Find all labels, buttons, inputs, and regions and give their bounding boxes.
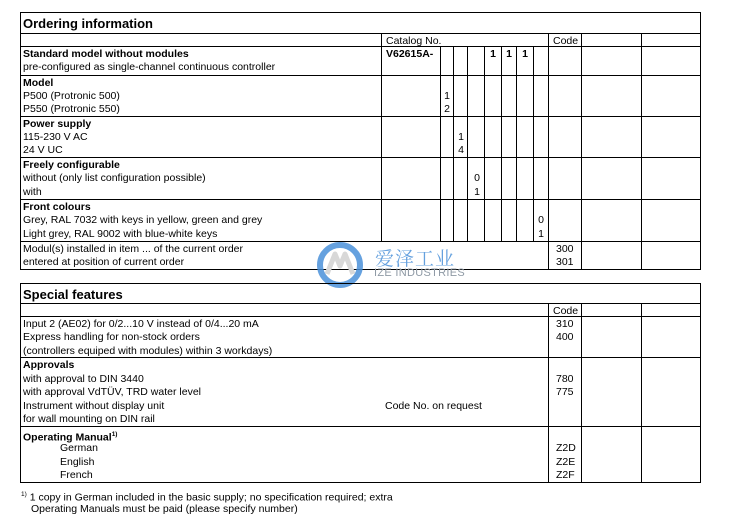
- free-value: 1: [474, 186, 480, 198]
- std-title: Standard model without modules: [23, 48, 189, 60]
- divider: [20, 33, 700, 34]
- divider: [20, 46, 700, 47]
- watermark-english: IZE INDUSTRIES: [374, 267, 465, 279]
- border: [20, 12, 21, 270]
- modul-code: 300: [556, 243, 574, 255]
- approval-din: with approval to DIN 3440: [23, 373, 144, 385]
- column-line: [440, 46, 441, 241]
- column-line: [581, 303, 582, 483]
- model-p550: P550 (Protronic 550): [23, 103, 120, 115]
- ordering-title: Ordering information: [23, 16, 153, 31]
- manual-title-text: Operating Manual: [23, 431, 112, 444]
- model-title: Model: [23, 77, 54, 89]
- column-line: [548, 303, 549, 483]
- lang-french: French: [60, 469, 93, 481]
- column-line: [381, 33, 382, 241]
- catalog-digit: 1: [522, 48, 528, 60]
- code-header: Code: [553, 35, 579, 47]
- divider: [20, 316, 700, 317]
- front-grey: Grey, RAL 7032 with keys in yellow, green and grey: [23, 214, 263, 226]
- watermark-chinese: 爱泽工业: [375, 249, 456, 270]
- divider: [20, 157, 700, 158]
- modul-line2: entered at position of current order: [23, 256, 185, 268]
- lang-english: English: [60, 456, 95, 468]
- border: [700, 283, 701, 483]
- divider: [20, 116, 700, 117]
- no-display-text-2: for wall mounting on DIN rail: [23, 413, 155, 425]
- input2-code: 310: [556, 318, 574, 330]
- special-title: Special features: [23, 287, 123, 302]
- divider: [20, 426, 700, 427]
- code-english: Z2E: [556, 456, 576, 468]
- approval-vdtuv-code: 775: [556, 386, 574, 398]
- column-line: [641, 33, 642, 270]
- footnote-mark: 1): [21, 491, 27, 498]
- column-line: [501, 46, 502, 241]
- free-with: with: [23, 186, 42, 198]
- approvals-title: Approvals: [23, 359, 75, 371]
- express-text: Express handling for non-stock orders: [23, 331, 200, 343]
- front-value: 0: [538, 214, 544, 226]
- footnote-text: 1 copy in German included in the basic supply; no specification required; extra: [29, 491, 393, 504]
- catalog-header: Catalog No.: [386, 35, 442, 47]
- divider: [20, 199, 700, 200]
- column-line: [467, 46, 468, 241]
- divider: [20, 303, 700, 304]
- power-value: 1: [458, 131, 464, 143]
- divider: [20, 283, 700, 284]
- catalog-prefix: V62615A-: [386, 48, 434, 60]
- code-german: Z2D: [556, 442, 576, 454]
- column-line: [533, 46, 534, 241]
- std-sub: pre-configured as single-channel continuous controller: [23, 61, 276, 73]
- modul-code: 301: [556, 256, 574, 268]
- column-line: [548, 33, 549, 270]
- model-p500: P500 (Protronic 500): [23, 90, 120, 102]
- column-line: [484, 46, 485, 241]
- model-value: 2: [444, 103, 450, 115]
- lang-german: German: [60, 442, 98, 454]
- free-value: 0: [474, 172, 480, 184]
- front-light: Light grey, RAL 9002 with blue-white keys: [23, 228, 218, 240]
- approval-vdtuv: with approval VdTÜV, TRD water level: [23, 386, 201, 398]
- power-title: Power supply: [23, 118, 92, 130]
- input2-text: Input 2 (AE02) for 0/2...10 V instead of 0/4...20 mA: [23, 318, 259, 330]
- front-value: 1: [538, 228, 544, 240]
- divider: [20, 12, 700, 13]
- footnote-line1: [21, 489, 393, 504]
- footnote-line2: Operating Manuals must be paid (please specify number): [31, 503, 298, 515]
- front-title: Front colours: [23, 201, 91, 213]
- ize-logo-icon: [313, 242, 367, 288]
- divider: [20, 357, 700, 358]
- express-code: 400: [556, 331, 574, 343]
- catalog-digit: 1: [506, 48, 512, 60]
- column-line: [641, 303, 642, 483]
- approval-din-code: 780: [556, 373, 574, 385]
- border: [700, 12, 701, 270]
- divider: [20, 75, 700, 76]
- model-value: 1: [444, 90, 450, 102]
- column-line: [516, 46, 517, 241]
- manual-footnote-mark: 1): [111, 431, 118, 438]
- code-header: Code: [553, 305, 579, 317]
- power-ac: 115-230 V AC: [23, 131, 88, 143]
- free-title: Freely configurable: [23, 159, 120, 171]
- code-on-request: Code No. on request: [385, 400, 482, 412]
- border: [20, 283, 21, 483]
- divider: [20, 482, 700, 483]
- column-line: [581, 33, 582, 270]
- catalog-digit: 1: [490, 48, 496, 60]
- power-value: 4: [458, 144, 464, 156]
- express-text-2: (controllers equiped with modules) within 3 workdays): [23, 345, 273, 357]
- column-line: [453, 46, 454, 241]
- no-display-text: Instrument without display unit: [23, 400, 165, 412]
- modul-line1: Modul(s) installed in item ... of the current order: [23, 243, 244, 255]
- code-french: Z2F: [556, 469, 575, 481]
- free-without: without (only list configuration possible): [23, 172, 206, 184]
- power-uc: 24 V UC: [23, 144, 63, 156]
